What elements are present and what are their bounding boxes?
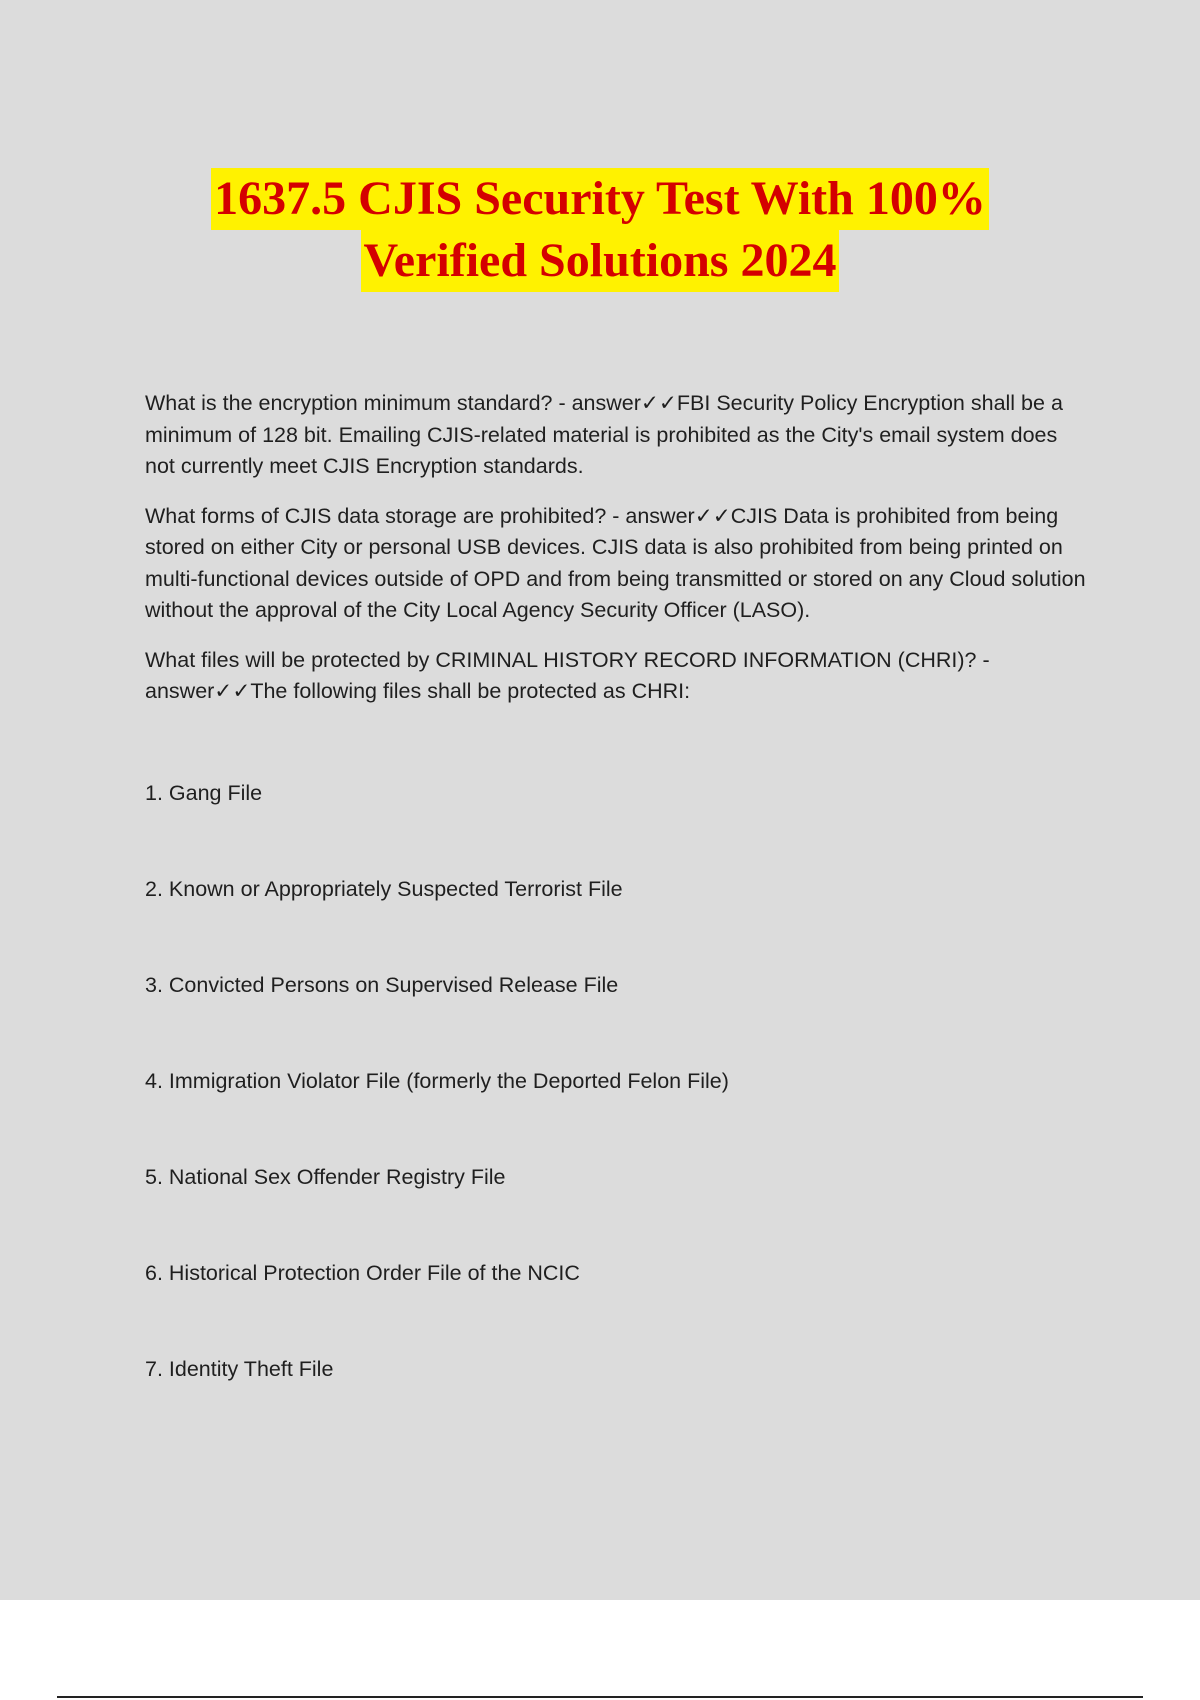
title-line-2: Verified Solutions 2024 <box>361 230 840 292</box>
list-item: 2. Known or Appropriately Suspected Terrorist File <box>145 877 623 901</box>
list-item: 6. Historical Protection Order File of the NCIC <box>145 1261 580 1285</box>
chri-file-list <box>145 778 1090 1450</box>
qa-section <box>145 388 1090 708</box>
title-line-1: 1637.5 CJIS Security Test With 100% <box>211 168 989 230</box>
list-item: 5. National Sex Offender Registry File <box>145 1165 506 1189</box>
list-item: 1. Gang File <box>145 781 263 805</box>
footer-divider <box>57 1696 1143 1698</box>
page-title <box>0 168 1200 292</box>
qa-item-prohibited-storage: What forms of CJIS data storage are prohibited? - answer✓✓CJIS Data is prohibited from being stored on either City or personal USB devices. CJIS data is also prohibited from being printed on multi-functional devices outside of OPD and from being transmitted or stored on any Cloud solution without the approval of the City Local Agency Security Officer (LASO). <box>145 503 1086 622</box>
list-item: 3. Convicted Persons on Supervised Release File <box>145 973 619 997</box>
qa-item-chri-files: What files will be protected by CRIMINAL HISTORY RECORD INFORMATION (CHRI)? - answer✓✓The following files shall be protected as CHRI: <box>145 647 990 703</box>
qa-item-encryption-standard: What is the encryption minimum standard? - answer✓✓FBI Security Policy Encryption shall be a minimum of 128 bit. Emailing CJIS-related material is prohibited as the City's email system does not currently meet CJIS Encryption standards. <box>145 391 1063 478</box>
list-item: 4. Immigration Violator File (formerly the Deported Felon File) <box>145 1069 729 1093</box>
list-item: 7. Identity Theft File <box>145 1357 334 1381</box>
